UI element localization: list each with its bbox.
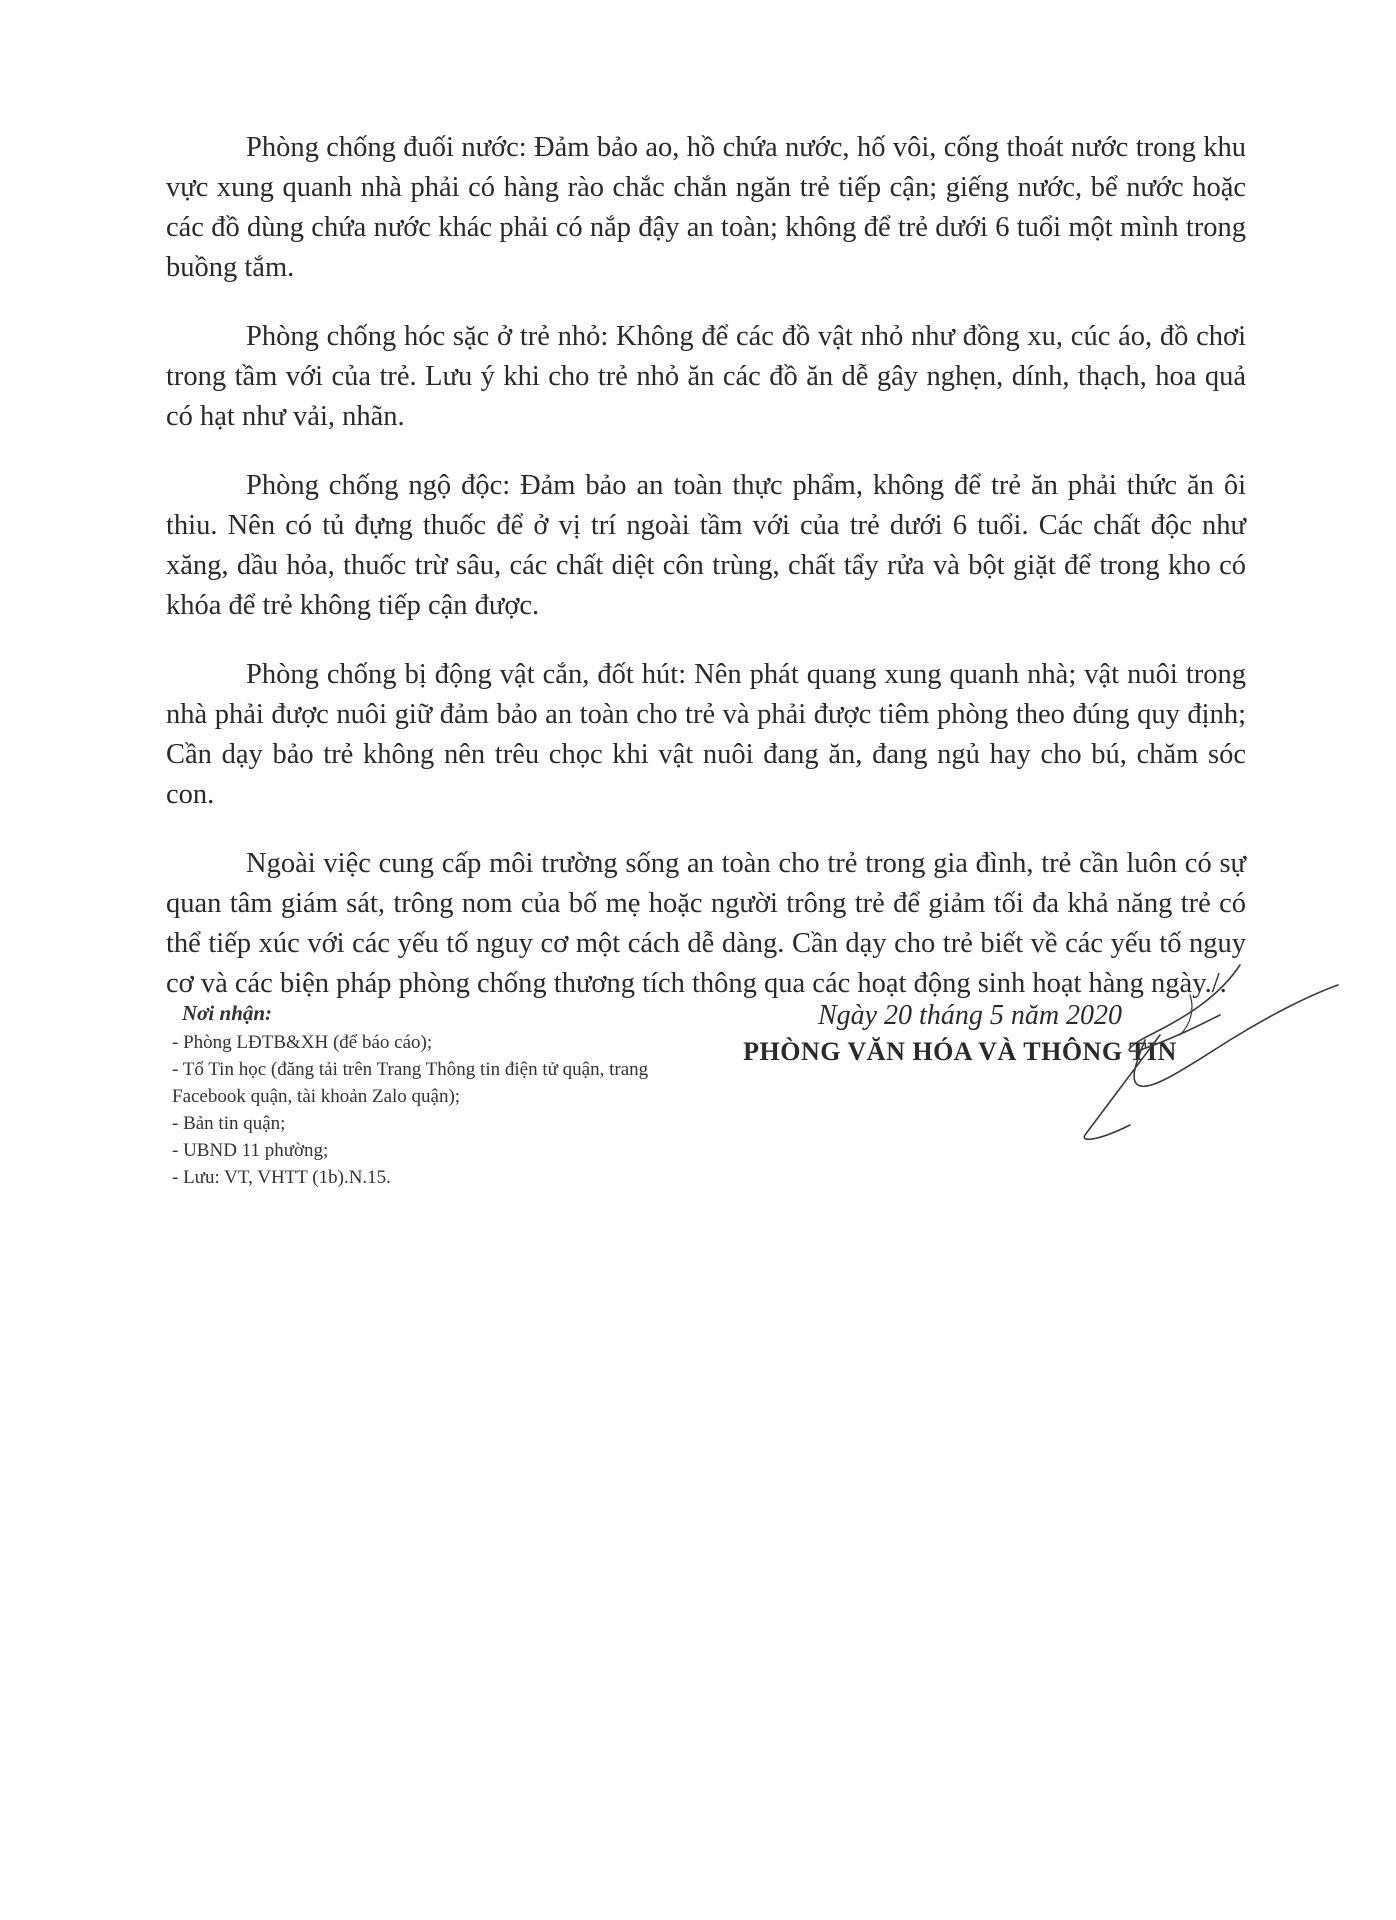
recipients-title: Nơi nhận: (182, 1001, 273, 1025)
signature-date: Ngày 20 tháng 5 năm 2020 (817, 1000, 1123, 1031)
recipients-block (172, 1000, 692, 1191)
handwritten-signature (1040, 955, 1340, 1155)
paragraph-animal-bite-prevention: Phòng chống bị động vật cắn, đốt hút: Nên phát quang xung quanh nhà; vật nuôi trong nhà phải được nuôi giữ đảm bảo an toàn cho trẻ và phải được tiêm phòng theo đúng quy định; Cần dạy bảo trẻ không nên trêu chọc khi vật nuôi đang ăn, đang ngủ hay cho bú, chăm sóc con. (166, 659, 1246, 810)
recipient-item: - Phòng LĐTB&XH (để báo cáo); (172, 1032, 433, 1053)
paragraph-choking-prevention: Phòng chống hóc sặc ở trẻ nhỏ: Không để các đồ vật nhỏ như đồng xu, cúc áo, đồ chơi trong tầm với của trẻ. Lưu ý khi cho trẻ nhỏ ăn các đồ ăn dễ gây nghẹn, dính, thạch, hoa quả có hạt như vải, nhãn. (166, 321, 1246, 432)
recipient-item: - Tổ Tin học (đăng tải trên Trang Thông tin điện tử quận, trang Facebook quận, tài khoản Zalo quận); (172, 1059, 649, 1107)
document-body (166, 128, 1246, 1033)
recipient-item: - Bản tin quận; (172, 1113, 286, 1134)
signing-organization: PHÒNG VĂN HÓA VÀ THÔNG TIN (743, 1037, 1177, 1066)
paragraph-supervision: Ngoài việc cung cấp môi trường sống an toàn cho trẻ trong gia đình, trẻ cần luôn có sự quan tâm giám sát, trông nom của bố mẹ hoặc người trông trẻ để giảm tối đa khả năng trẻ có thể tiếp xúc với các yếu tố nguy cơ một cách dễ dàng. Cần dạy cho trẻ biết về các yếu tố nguy cơ và các biện pháp phòng chống thương tích thông qua các hoạt động sinh hoạt hàng ngày./. (166, 848, 1246, 999)
recipients-list (172, 1029, 692, 1191)
recipient-item: - Lưu: VT, VHTT (1b).N.15. (172, 1167, 391, 1188)
paragraph-poisoning-prevention: Phòng chống ngộ độc: Đảm bảo an toàn thực phẩm, không để trẻ ăn phải thức ăn ôi thiu. Nên có tủ đựng thuốc để ở vị trí ngoài tầm với của trẻ dưới 6 tuổi. Các chất độc như xăng, dầu hỏa, thuốc trừ sâu, các chất diệt côn trùng, chất tẩy rửa và bột giặt để trong kho có khóa để trẻ không tiếp cận được. (166, 470, 1246, 621)
paragraph-drowning-prevention: Phòng chống đuối nước: Đảm bảo ao, hồ chứa nước, hố vôi, cống thoát nước trong khu vực xung quanh nhà phải có hàng rào chắc chắn ngăn trẻ tiếp cận; giếng nước, bể nước hoặc các đồ dùng chứa nước khác phải có nắp đậy an toàn; không để trẻ dưới 6 tuổi một mình trong buồng tắm. (166, 132, 1246, 283)
recipient-item: - UBND 11 phường; (172, 1140, 329, 1161)
